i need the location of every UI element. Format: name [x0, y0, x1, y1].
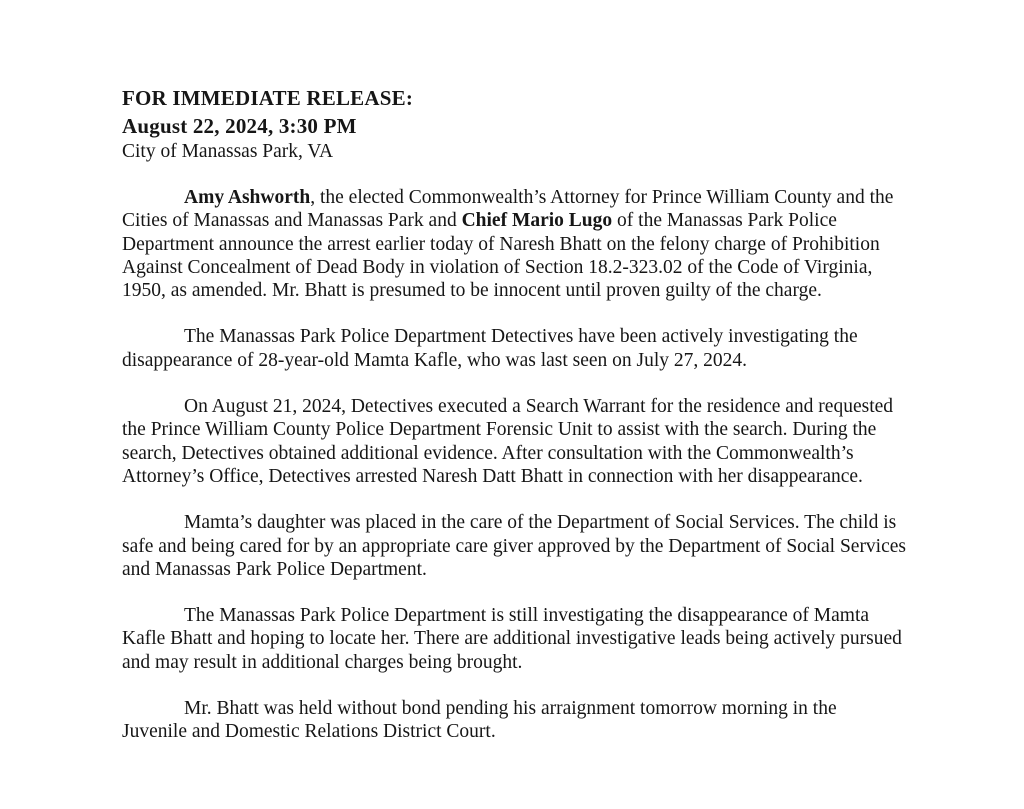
text-segment: , the elected Commonwealth’s Attorney for Prince William County and the Cities of Manassas and Manassas Park and — [122, 187, 894, 232]
document-header — [122, 84, 906, 164]
document-body — [122, 186, 906, 744]
bold-text-segment: Chief Mario Lugo — [461, 210, 613, 232]
text-segment: of the Manassas Park Police Department announce the arrest earlier today of Naresh Bhatt on the felony charge of Prohibition Against Concealment of Dead Body in violation of Section 18.2-323.02 of the Code of Virginia, 1950, as amended. Mr. Bhatt is presumed to be innocent until proven guilty of the charge. — [122, 210, 880, 302]
text-segment: Mr. Bhatt was held without bond pending his arraignment tomorrow morning in the Juvenile and Domestic Relations District Court. — [122, 698, 837, 743]
text-segment: The Manassas Park Police Department is still investigating the disappearance of Mamta Kafle Bhatt and hoping to locate her. There are additional investigative leads being actively pursued and may result in additional charges being brought. — [122, 605, 902, 673]
paragraph — [122, 697, 906, 744]
release-location: City of Manassas Park, VA — [122, 141, 334, 162]
release-datetime: August 22, 2024, 3:30 PM — [122, 114, 357, 138]
text-segment: On August 21, 2024, Detectives executed a Search Warrant for the residence and requested the Prince William County Police Department Forensic Unit to assist with the search. During the search, Detectives obtained additional evidence. After consultation with the Commonwealth’s Attorney’s Office, Detectives arrested Naresh Datt Bhatt in connection with her disappearance. — [122, 396, 894, 487]
text-segment: The Manassas Park Police Department Detectives have been actively investigating the disappearance of 28-year-old Mamta Kafle, who was last seen on July 27, 2024. — [122, 326, 858, 371]
press-release-document — [122, 84, 906, 767]
paragraph — [122, 511, 906, 581]
paragraph — [122, 325, 906, 372]
text-segment: Mamta’s daughter was placed in the care of the Department of Social Services. The child is safe and being cared for by an appropriate care giver approved by the Department of Social Services and Manassas Park Police Department. — [122, 512, 906, 580]
paragraph — [122, 604, 906, 674]
paragraph — [122, 395, 906, 488]
release-heading: FOR IMMEDIATE RELEASE: — [122, 86, 414, 110]
bold-text-segment: Amy Ashworth — [184, 187, 311, 208]
paragraph — [122, 186, 906, 302]
